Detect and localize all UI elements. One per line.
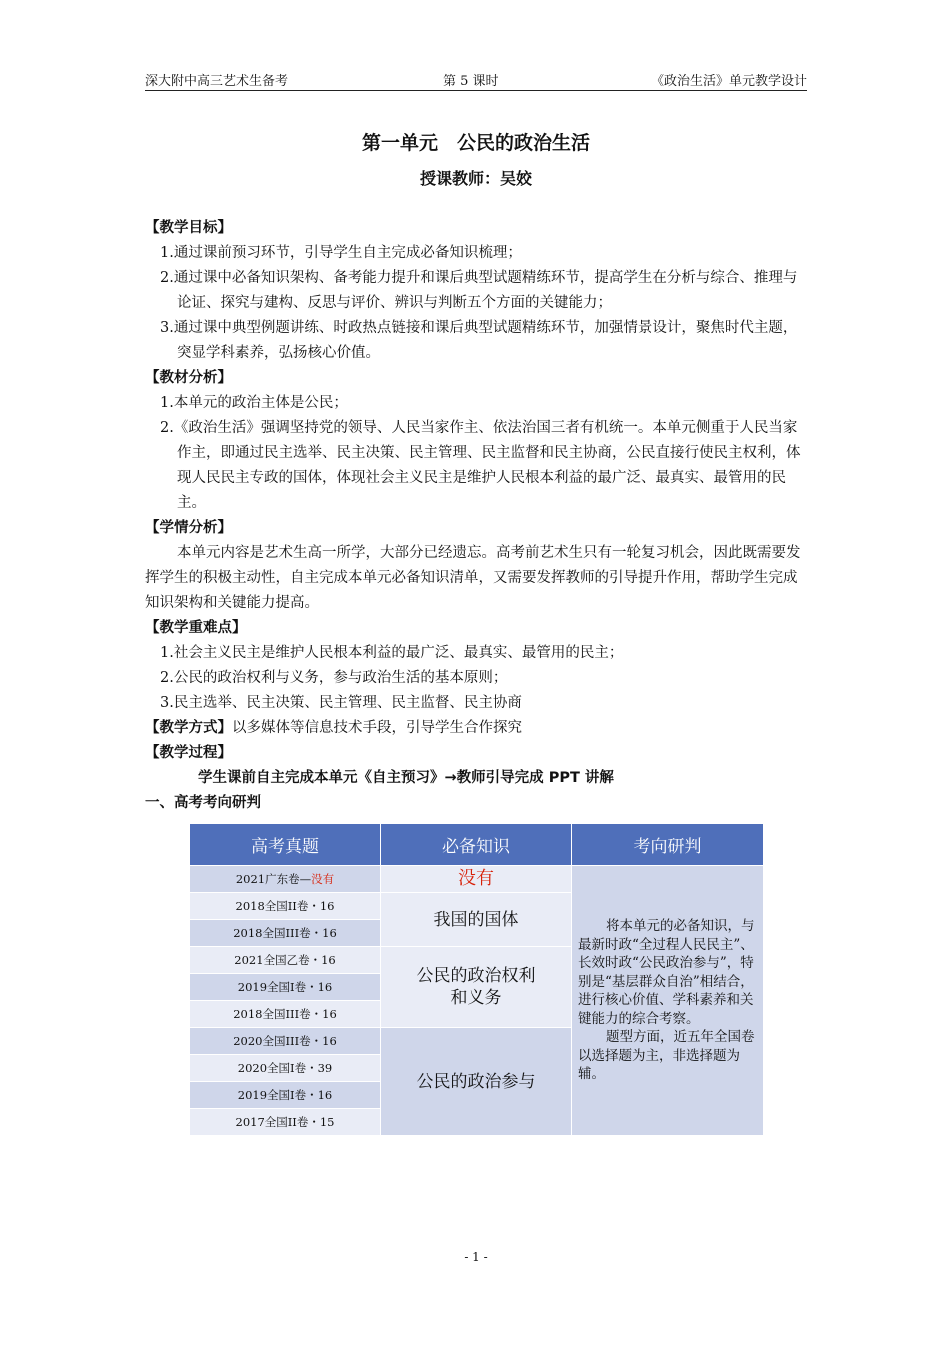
students-heading: 【学情分析】 bbox=[145, 520, 232, 536]
keypoints-heading: 【教学重难点】 bbox=[145, 620, 247, 636]
method-line bbox=[145, 716, 810, 741]
goal-item: 3.通过课中典型例题讲练、时政热点链接和课后典型试题精练环节，加强情景设计，聚焦时代主题，突显学科素养，弘扬核心价值。 bbox=[160, 320, 798, 361]
exam-cell: 2017全国II卷・15 bbox=[190, 1109, 381, 1136]
exam-cell: 2019全国I卷・16 bbox=[190, 1082, 381, 1109]
header-knowledge: 必备知识 bbox=[381, 824, 572, 866]
exam-cell: 2020全国I卷・39 bbox=[190, 1055, 381, 1082]
knowledge-participation: 公民的政治参与 bbox=[381, 1028, 572, 1136]
students-text: 本单元内容是艺术生高一所学，大部分已经遗忘。高考前艺术生只有一轮复习机会，因此既需要发挥学生的积极主动性，自主完成本单元必备知识清单，又需要发挥教师的引导提升作用，帮助学生完成知识架构和关键能力提高。 bbox=[145, 545, 801, 611]
knowledge-state-system: 我国的国体 bbox=[381, 893, 572, 947]
page-title: 第一单元 公民的政治生活 bbox=[361, 132, 590, 154]
material-heading: 【教材分析】 bbox=[145, 370, 232, 386]
judgement-paragraph: 将本单元的必备知识，与最新时政“全过程人民民主”、长效时政“公民政治参与”，特别是“基层群众自治”相结合，进行核心价值、学科素养和关键能力的综合考察。 bbox=[578, 918, 755, 1027]
material-item: 1.本单元的政治主体是公民； bbox=[160, 395, 348, 411]
exam-cell: 2018全国III卷・16 bbox=[190, 1001, 381, 1028]
exam-cell: 2020全国III卷・16 bbox=[190, 1028, 381, 1055]
method-heading: 【教学方式】 bbox=[145, 720, 232, 736]
header-middle: 第 5 课时 bbox=[443, 74, 499, 89]
exam-cell: 2018全国II卷・16 bbox=[190, 893, 381, 920]
keypoint-item: 1.社会主义民主是维护人民根本利益的最广泛、最真实、最管用的民主； bbox=[160, 645, 624, 661]
teacher-line: 授课教师：吴姣 bbox=[419, 169, 532, 188]
keypoint-item: 3.民主选举、民主决策、民主管理、民主监督、民主协商 bbox=[160, 695, 522, 711]
process-text: 学生课前自主完成本单元《自主预习》→教师引导完成 PPT 讲解 bbox=[198, 770, 614, 786]
goal-item: 2.通过课中必备知识架构、备考能力提升和课后典型试题精练环节，提高学生在分析与综合、推理与论证、探究与建构、反思与评价、辨识与判断五个方面的关键能力； bbox=[160, 270, 798, 311]
header-judgement: 考向研判 bbox=[572, 824, 764, 866]
goal-item: 1.通过课前预习环节，引导学生自主完成必备知识梳理； bbox=[160, 245, 522, 261]
table-row bbox=[190, 866, 764, 893]
header-exam: 高考真题 bbox=[190, 824, 381, 866]
exam-cell bbox=[190, 866, 381, 893]
keypoint-item: 2.公民的政治权利与义务，参与政治生活的基本原则； bbox=[160, 670, 508, 686]
exam-cell: 2021全国乙卷・16 bbox=[190, 947, 381, 974]
exam-research-table bbox=[189, 823, 764, 1136]
judgement-cell bbox=[572, 866, 764, 1136]
goals-heading: 【教学目标】 bbox=[145, 220, 232, 236]
page-number: - 1 - bbox=[464, 1250, 488, 1264]
exam-none-note: 没有 bbox=[311, 872, 335, 886]
process-heading: 【教学过程】 bbox=[145, 745, 232, 761]
exam-cell: 2019全国I卷・16 bbox=[190, 974, 381, 1001]
method-text: 以多媒体等信息技术手段，引导学生合作探究 bbox=[232, 720, 522, 736]
header-right: 《政治生活》单元教学设计 bbox=[650, 74, 807, 89]
knowledge-none: 没有 bbox=[381, 866, 572, 893]
exam-name: 2021广东卷— bbox=[235, 872, 312, 886]
document-body bbox=[145, 216, 810, 816]
header-left: 深大附中高三艺术生备考 bbox=[145, 74, 289, 89]
knowledge-rights-duties: 公民的政治权利和义务 bbox=[381, 947, 572, 1028]
page-header bbox=[145, 70, 807, 91]
judgement-paragraph: 题型方面，近五年全国卷以选择题为主，非选择题为辅。 bbox=[578, 1029, 755, 1083]
table-header-row bbox=[190, 824, 764, 866]
part1-heading: 一、高考考向研判 bbox=[145, 795, 261, 811]
exam-cell: 2018全国III卷・16 bbox=[190, 920, 381, 947]
material-item: 2.《政治生活》强调坚持党的领导、人民当家作主、依法治国三者有机统一。本单元侧重于人民当家作主，即通过民主选举、民主决策、民主管理、民主监督和民主协商，公民直接行使民主权利，体现人民民主专政的国体，体现社会主义民主是维护人民根本利益的最广泛、最真实、最管用的民主。 bbox=[160, 420, 801, 511]
